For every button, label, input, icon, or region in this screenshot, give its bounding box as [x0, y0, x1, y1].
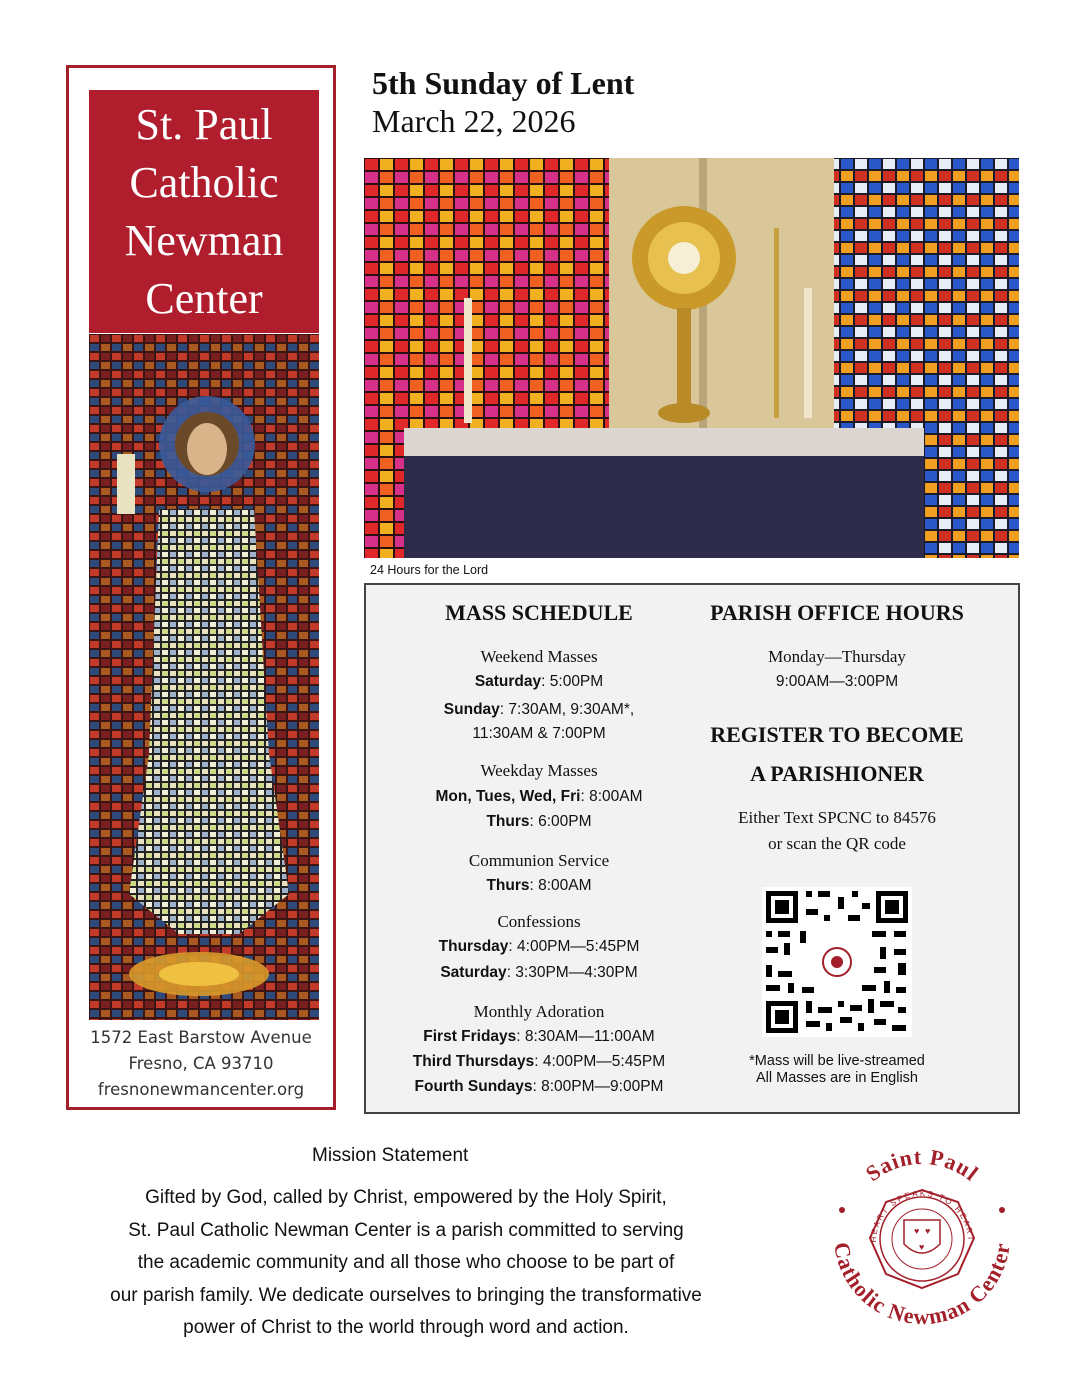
confessions-heading: Confessions: [497, 912, 581, 931]
sunday-label: Sunday: [443, 701, 500, 718]
saturday-mass-line: [366, 673, 712, 691]
seal-bottom-text: Catholic Newman Center: [829, 1240, 1015, 1330]
third-thursdays-line: [366, 1053, 712, 1071]
first-fridays-line: [366, 1028, 712, 1046]
text-instructions-line-2: or scan the QR code: [768, 834, 906, 853]
svg-text:HEART SPEAKS TO HEART: [869, 1189, 975, 1243]
weekend-masses-heading: Weekend Masses: [480, 647, 598, 666]
conf-saturday-times: : 3:30PM—4:30PM: [506, 964, 638, 981]
weekday-times: : 8:00AM: [580, 788, 643, 805]
mission-line-4: our parish family. We dedicate ourselves to bringing the transformative: [110, 1284, 702, 1306]
seal-heart-icon-2: ♥: [925, 1226, 931, 1236]
seal-heart-icon-3: ♥: [919, 1242, 925, 1252]
third-thursdays-times: : 4:00PM—5:45PM: [534, 1053, 666, 1070]
conf-thursday-label: Thursday: [438, 938, 509, 955]
communion-service-heading: Communion Service: [468, 851, 610, 870]
fourth-sundays-label: Fourth Sundays: [414, 1078, 533, 1095]
confessions-thursday-line: [366, 938, 712, 956]
text-instructions-line-1: Either Text SPCNC to 84576: [738, 808, 936, 827]
thurs-label: Thurs: [486, 813, 530, 830]
svg-text:Saint Paul: [861, 1144, 984, 1186]
saturday-label: Saturday: [474, 673, 542, 690]
conf-saturday-label: Saturday: [440, 964, 507, 981]
first-fridays-times: : 8:30AM—11:00AM: [516, 1028, 655, 1045]
office-days: Monday—Thursday: [768, 647, 906, 666]
communion-times: : 8:00AM: [529, 877, 592, 894]
mission-line-1: Gifted by God, called by Christ, empowered by the Holy Spirit,: [145, 1187, 667, 1208]
sunday-times-1: : 7:30AM, 9:30AM*,: [499, 701, 635, 718]
english-note: All Masses are in English: [756, 1070, 918, 1086]
weekday-masses-heading: Weekday Masses: [480, 761, 598, 780]
fourth-sundays-line: [366, 1078, 712, 1096]
mission-line-5: power of Christ to the world through word and action.: [183, 1317, 629, 1338]
first-fridays-label: First Fridays: [423, 1028, 517, 1045]
monthly-adoration-heading: Monthly Adoration: [473, 1002, 605, 1021]
street-address: 1572 East Barstow Avenue: [90, 1028, 312, 1047]
conf-thursday-times: : 4:00PM—5:45PM: [508, 938, 640, 955]
mission-line-3: the academic community and all those who choose to be part of: [137, 1252, 675, 1273]
communion-line: [366, 877, 712, 895]
website-text: fresnonewmancenter.org: [97, 1080, 305, 1099]
seal-top-text: Saint Paul: [860, 1143, 984, 1187]
register-heading-line-1: REGISTER TO BECOME: [710, 722, 964, 747]
communion-label: Thurs: [486, 877, 530, 894]
third-thursdays-label: Third Thursdays: [412, 1053, 535, 1070]
office-hours-heading: PARISH OFFICE HOURS: [710, 600, 964, 625]
schedule-box: [364, 583, 1020, 1114]
seal-heart-icon-1: ♥: [914, 1226, 920, 1236]
weekday-label: Mon, Tues, Wed, Fri: [435, 788, 581, 805]
sunday-mass-line-2: 11:30AM & 7:00PM: [472, 725, 606, 742]
parish-banner: [66, 65, 336, 1110]
registration-qr-code[interactable]: [762, 887, 912, 1037]
parish-name-line-4: Center: [145, 273, 263, 323]
bulletin-date: March 22, 2026: [372, 103, 576, 139]
stained-glass-christ-image: [89, 334, 319, 1020]
parish-seal-logo: [818, 1140, 1026, 1345]
city-state-zip: Fresno, CA 93710: [128, 1054, 274, 1073]
fourth-sundays-times: : 8:00PM—9:00PM: [532, 1078, 664, 1095]
sunday-mass-line: [366, 701, 712, 719]
bulletin-header: [372, 64, 634, 140]
monstrance-altar-photo: [364, 158, 1019, 558]
parish-name-line-1: St. Paul: [135, 99, 273, 149]
mass-schedule-heading: MASS SCHEDULE: [445, 600, 633, 625]
livestream-note: *Mass will be live-streamed: [749, 1053, 925, 1069]
parish-name-box: [89, 90, 319, 333]
parish-address: [69, 1025, 333, 1103]
weekday-mass-line: [366, 788, 712, 806]
seal-motto: HEART SPEAKS TO HEART: [868, 1188, 976, 1243]
liturgical-day-title: 5th Sunday of Lent: [372, 65, 635, 101]
mission-statement-title: Mission Statement: [312, 1145, 469, 1166]
thursday-mass-line: [366, 813, 712, 831]
photo-caption: 24 Hours for the Lord: [370, 563, 489, 577]
parish-name-line-3: Newman: [124, 215, 284, 265]
office-hours: 9:00AM—3:00PM: [775, 673, 899, 690]
mission-line-2: St. Paul Catholic Newman Center is a parish committed to serving: [128, 1219, 684, 1241]
confessions-saturday-line: [366, 964, 712, 982]
register-heading-line-2: A PARISHIONER: [750, 761, 924, 786]
parish-name-line-2: Catholic: [129, 157, 279, 207]
thurs-times: : 6:00PM: [529, 813, 592, 830]
saturday-times: : 5:00PM: [541, 673, 604, 690]
mission-statement-text: [66, 1182, 746, 1345]
